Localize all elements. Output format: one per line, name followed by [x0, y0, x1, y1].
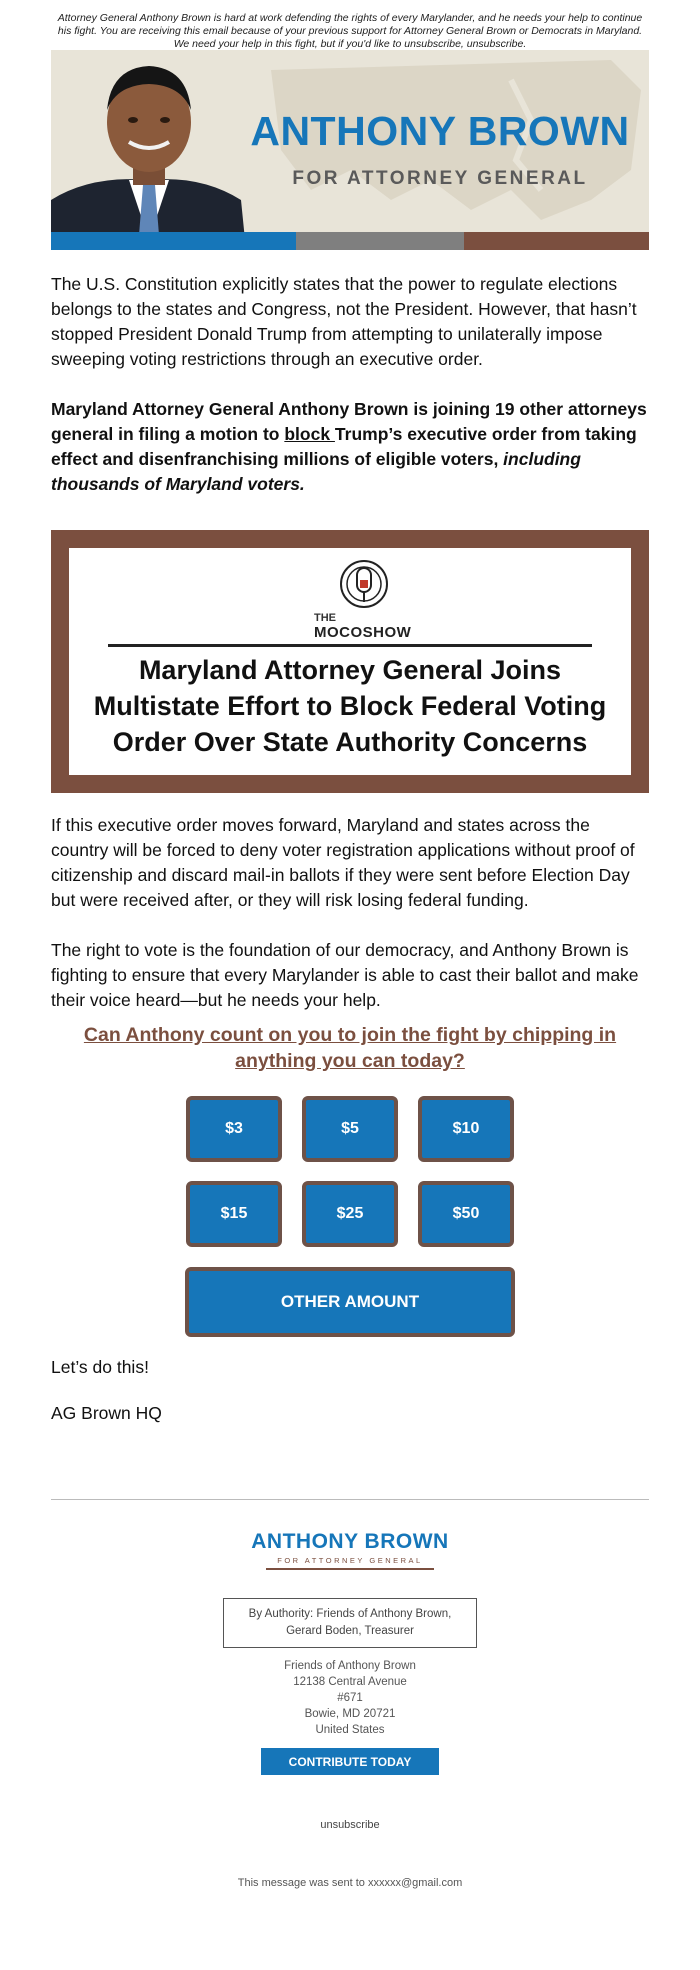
- intro-paragraph: The U.S. Constitution explicitly states that the power to regulate elections belongs to the states and Congress, not the President. However, that hasn’t stopped President Donald Trump from attempting to unilaterally impose sweeping voting restrictions through an executive order.: [51, 274, 637, 369]
- donation-ask-link[interactable]: Can Anthony count on you to join the fight by chipping in anything you can today?: [83, 1024, 617, 1072]
- address-line: #671: [337, 1692, 363, 1704]
- signature: AG Brown HQ: [51, 1403, 162, 1423]
- contribute-today-button[interactable]: CONTRIBUTE TODAY: [261, 1748, 439, 1775]
- donate-25-button[interactable]: $25: [302, 1181, 398, 1247]
- address-line: United States: [315, 1724, 385, 1736]
- address-line: 12138 Central Avenue: [293, 1676, 407, 1688]
- donate-5-button[interactable]: $5: [302, 1096, 398, 1162]
- paid-for-by-box: [223, 1598, 477, 1648]
- donate-10-button[interactable]: $10: [418, 1096, 514, 1162]
- moco-logo-the: THE: [314, 612, 336, 624]
- microphone-icon: [338, 558, 390, 612]
- closing-line: Let’s do this!: [51, 1357, 149, 1377]
- news-card: [69, 548, 631, 775]
- mailing-address: [51, 1658, 649, 1738]
- footer-logo-name: ANTHONY BROWN: [251, 1530, 449, 1553]
- footer-logo: [51, 1530, 649, 1570]
- candidate-subtitle: FOR ATTORNEY GENERAL: [292, 168, 588, 189]
- block-link[interactable]: block: [284, 424, 335, 444]
- bold-paragraph-text-1: Maryland Attorney General Anthony Brown is joining 19 other attorneys general in filing a motion to: [51, 399, 647, 444]
- recipient-notice: This message was sent to xxxxxx@gmail.com: [237, 1877, 463, 1889]
- news-article-image[interactable]: [51, 530, 649, 793]
- preheader-text: Attorney General Anthony Brown is hard at work defending the rights of every Marylander, and he needs your help to continue his fight. You are receiving this email because of your previous support for Attorney General Brown or Democrats in Maryland. We need your help in this fight, but if you'd like to unsubscribe, unsubscribe.: [57, 12, 643, 50]
- news-headline: Maryland Attorney General Joins Multistate Effort to Block Federal Voting Order Over State Authority Concerns: [93, 655, 607, 757]
- amount-row-1: [51, 1096, 649, 1162]
- donate-3-button[interactable]: $3: [186, 1096, 282, 1162]
- address-line: Friends of Anthony Brown: [284, 1660, 416, 1672]
- unsubscribe-link[interactable]: unsubscribe: [320, 1819, 380, 1831]
- bold-paragraph-text-2: Trump’s executive order from taking effect and disenfranchising millions of eligible voters,: [51, 424, 637, 469]
- footer-logo-underline: [266, 1568, 434, 1570]
- other-amount-button[interactable]: OTHER AMOUNT: [185, 1267, 515, 1337]
- donate-50-button[interactable]: $50: [418, 1181, 514, 1247]
- candidate-portrait: [51, 50, 246, 250]
- donate-15-button[interactable]: $15: [186, 1181, 282, 1247]
- candidate-name: ANTHONY BROWN: [250, 108, 630, 154]
- moco-logo-name: MOCOSHOW: [314, 624, 412, 641]
- footer-divider: [51, 1499, 649, 1500]
- header-banner: [51, 50, 649, 250]
- footer-logo-subtitle: FOR ATTORNEY GENERAL: [277, 1556, 423, 1565]
- bold-paragraph: [51, 397, 649, 497]
- voting-paragraph: The right to vote is the foundation of our democracy, and Anthony Brown is fighting to ensure that every Marylander is able to cast their ballot and make their voice heard—but he needs your help.: [51, 940, 639, 1010]
- policy-paragraph: If this executive order moves forward, Maryland and states across the country will be forced to deny voter registration applications without proof of citizenship and discard mail-in ballots if they were sent before Election Day but were received after, or they will risk losing federal funding.: [51, 815, 635, 910]
- address-line: Bowie, MD 20721: [304, 1708, 396, 1720]
- authority-line-1: By Authority: Friends of Anthony Brown,: [248, 1608, 452, 1620]
- authority-line-2: Gerard Boden, Treasurer: [286, 1625, 414, 1637]
- bold-paragraph-italic: including thousands of Maryland voters.: [51, 449, 581, 494]
- email-container: [51, 0, 649, 1889]
- color-stripe-bar: [51, 232, 649, 250]
- news-divider: [108, 644, 592, 647]
- amount-row-2: [51, 1181, 649, 1247]
